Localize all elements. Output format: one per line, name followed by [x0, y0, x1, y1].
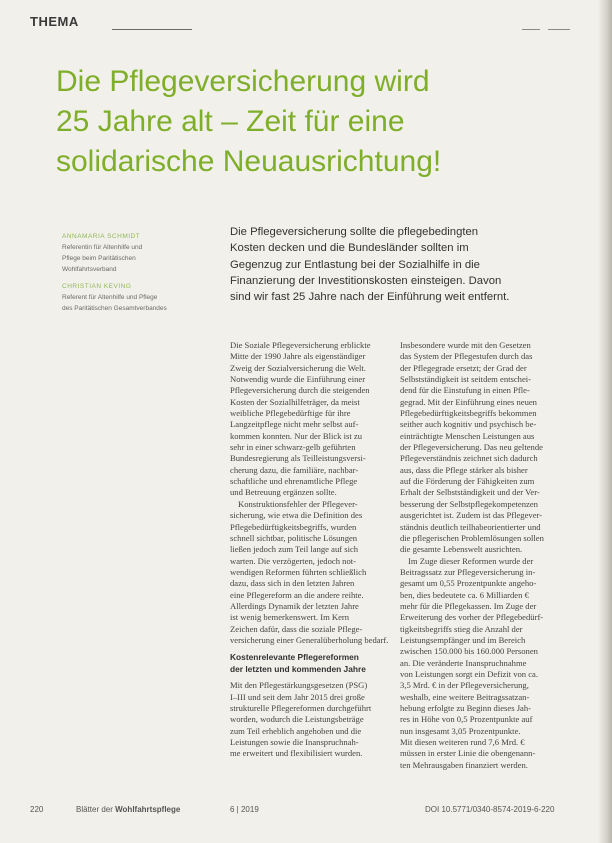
issue-number: 6 | 2019: [230, 805, 259, 814]
body-line: besserung der Selbstpflegekompetenzen: [400, 498, 538, 509]
title-line: solidarische Neuausrichtung!: [56, 145, 442, 178]
body-line: Erhalt der Selbstständigkeit und der Ver-: [400, 487, 540, 498]
body-line: ten Mehrausgaben finanziert werden.: [400, 759, 528, 770]
body-line: nun insgesamt 3,05 Prozentpunkte.: [400, 725, 521, 736]
body-line: me erweitert und flexibilisiert wurden.: [230, 748, 363, 759]
body-line: Pflegebedürftigkeitsbegriffs bekommen: [400, 408, 537, 419]
journal-name: [76, 805, 180, 814]
body-line: ben, dies bedeutete ca. 6 Milliarden €: [400, 589, 529, 600]
body-line: das System der Pflegestufen durch das: [400, 351, 533, 362]
page-binding-shadow: [598, 0, 612, 843]
author-role-line: Pflege beim Paritätischen: [62, 255, 136, 262]
body-line: eine Pflegereform an die andere reihte.: [230, 589, 364, 600]
author-name: ANNAMARIA SCHMIDT: [62, 233, 141, 240]
body-line: Langzeitpflege nicht mehr selbst auf-: [230, 419, 359, 430]
header-rule-right-2: [548, 29, 570, 30]
body-line: Bundesregierung als Teilleistungsversi-: [230, 453, 366, 464]
body-line: Notwendig wurde die Einführung einer: [230, 374, 366, 385]
body-line: schaftliche und ehrenamtliche Pflege: [230, 476, 358, 487]
body-line: Leistungen sowie die Inanspruchnah-: [230, 737, 359, 747]
body-line: Mit den Pflegestärkungsgesetzen (PSG): [230, 680, 368, 691]
subheading-line: Kostenrelevante Pflegereformen: [230, 652, 359, 663]
body-line: Kosten der Sozialhilfeträger, da meist: [230, 396, 360, 407]
doi: DOI 10.5771/0340-8574-2019-6-220: [425, 805, 555, 814]
section-subheading: [230, 652, 394, 675]
page-number: 220: [30, 805, 44, 814]
body-line: einträchtigte Menschen Leistungen aus: [400, 430, 535, 441]
body-line: ist wenig bemerkenswert. Im Kern: [230, 612, 350, 623]
lead-line: Gegenzug zur Entlastung bei der Sozialhilfe in die: [230, 258, 480, 271]
body-line: Selbstständigkeit ist seitdem entschei-: [400, 374, 532, 385]
body-line: sehr in einer schwarz-gelb geführten: [230, 442, 356, 453]
body-line: seither auch kognitiv und psychisch be-: [400, 419, 537, 430]
body-column-left: [230, 340, 394, 760]
body-line: Erweiterung des vorher der Pflegebedürf-: [400, 612, 544, 623]
body-line: Mitte der 1990 Jahre als eigenständiger: [230, 351, 366, 362]
author-role-line: Referent für Altenhilfe und Pflege: [62, 294, 158, 301]
body-line: mehr für die Pflegekassen. Im Zuge der: [400, 600, 537, 611]
body-line: an. Die veränderte Inanspruchnahme: [400, 657, 527, 668]
body-paragraph: [230, 499, 394, 646]
author-block: [62, 281, 222, 314]
body-line: zwischen 150.000 bis 160.000 Personen: [400, 646, 538, 657]
body-line: Die Soziale Pflegeversicherung erblickte: [230, 340, 371, 350]
author-block: [62, 231, 222, 275]
body-line: versicherung einer Generalüberholung bedarf.: [230, 634, 389, 645]
author-role-line: Referentin für Altenhilfe und: [62, 244, 143, 251]
body-paragraph: [400, 340, 572, 771]
body-line: Zweig der Sozialversicherung die Welt.: [230, 362, 366, 373]
body-line: Zeichen dafür, dass die soziale Pflege-: [230, 623, 363, 634]
author-role-line: Wohlfahrtsverband: [62, 266, 117, 273]
body-line: wendigen Reformen führten schließlich: [230, 566, 367, 577]
section-kicker: THEMA: [30, 14, 79, 29]
body-line: 3,5 Mrd. € in der Pflegeversicherung,: [400, 680, 529, 691]
body-line: weibliche Pflegebedürftige für ihre: [230, 408, 351, 419]
kicker-rule: [112, 29, 192, 30]
body-line: die gesamte Lebenswelt ausrichten.: [400, 544, 523, 555]
title-line: Die Pflegeversicherung wird: [56, 65, 430, 98]
author-role-line: des Paritätischen Gesamtverbandes: [62, 305, 167, 312]
body-line: dend für die Einstufung in einen Pfle-: [400, 385, 530, 396]
body-line: sicherung, wie etwa die Definition des: [230, 510, 363, 521]
body-line: von Leistungen sorgt ein Defizit von ca.: [400, 668, 539, 679]
lead-line: Finanzierung der Investitionskosten einsteigen. Davon: [230, 274, 502, 287]
body-line: res in Höhe von 0,5 Prozentpunkte auf: [400, 714, 533, 725]
body-line: Pflegeversicherung durch die steigenden: [230, 385, 370, 396]
body-line: hebung erfolgte zu Beginn dieses Jah-: [400, 703, 532, 713]
header-rule-right-1: [522, 29, 540, 30]
subheading-line: der letzten und kommenden Jahre: [230, 663, 366, 674]
article-title: [56, 62, 556, 182]
body-line: worden, wodurch die Leistungsbeträge: [230, 714, 364, 725]
body-line: Insbesondere wurde mit den Gesetzen: [400, 340, 531, 350]
page-footer: [30, 805, 590, 819]
body-line: gegrad. Mit der Einführung eines neuen: [400, 396, 537, 407]
body-line: Pflegebedürftigkeitsbegriffs, wurden: [230, 521, 357, 532]
body-line: aus, dass die Pflege stärker als bisher: [400, 464, 528, 475]
body-line: I–III und seit dem Jahr 2015 drei große: [230, 691, 365, 702]
body-line: ließen jedoch zum Teil lange auf sich: [230, 544, 359, 555]
body-paragraph: [230, 340, 394, 499]
body-line: cherung dazu, die familiäre, nachbar-: [230, 464, 359, 475]
body-line: strukturelle Pflegereformen durchgeführt: [230, 702, 372, 713]
body-line: ausgerichtet ist. Zudem ist das Pflegever-: [400, 510, 543, 521]
body-line: Allerdings Dynamik der letzten Jahre: [230, 600, 359, 611]
author-info: [62, 231, 222, 320]
lead-line: sind wir fast 25 Jahre nach der Einführung weit entfernt.: [230, 291, 510, 304]
body-line: müssen in erster Linie die obengenann-: [400, 748, 536, 759]
journal-name-prefix: Blätter der: [76, 805, 116, 814]
body-line: ständnis deutlich teilhabeorientierter und: [400, 521, 541, 532]
body-line: kommen konnten. Nur der Blick ist zu: [230, 430, 362, 441]
body-line: Im Zuge dieser Reformen wurde der: [408, 555, 534, 566]
body-line: und Betreuung ergänzen sollte.: [230, 487, 337, 498]
body-line: Mit diesen weiteren rund 7,6 Mrd. €: [400, 737, 525, 748]
body-line: warten. Die verzögerten, jedoch not-: [230, 555, 356, 566]
journal-name-bold: Wohlfahrtspflege: [115, 805, 181, 814]
body-line: der Pflegegrade ersetzt; der Grad der: [400, 362, 527, 373]
lead-line: Kosten decken und die Bundesländer sollten im: [230, 242, 469, 255]
body-line: weshalb, eine weitere Beitragssatzan-: [400, 691, 530, 702]
body-line: der Pflegeversicherung. Das neu geltende: [400, 442, 543, 453]
body-paragraph: [230, 680, 394, 759]
body-line: zum Teil erheblich angehoben und die: [230, 725, 362, 736]
body-column-right: [400, 340, 572, 771]
body-line: Beitragssatz zur Pflegeversicherung in-: [400, 566, 536, 577]
body-line: Pflegeverständnis zeichnet sich dadurch: [400, 453, 538, 464]
article-lead: [230, 224, 570, 305]
body-line: schnell sichtbar, politische Lösungen: [230, 532, 358, 543]
body-line: Konstruktionsfehler der Pflegever-: [238, 498, 358, 509]
author-name: CHRISTIAN KEVING: [62, 283, 132, 290]
title-line: 25 Jahre alt – Zeit für eine: [56, 105, 405, 138]
lead-line: Die Pflegeversicherung sollte die pflegebedingten: [230, 226, 479, 238]
body-line: die pflegerischen Problemlösungen sollen: [400, 532, 544, 543]
body-line: auf die Förderung der Fähigkeiten zum: [400, 476, 535, 487]
body-line: dazu, dass sich in den letzten Jahren: [230, 578, 355, 589]
body-line: tigkeitsbegriffs stieg die Anzahl der: [400, 623, 523, 634]
body-line: gesamt um 0,55 Prozentpunkte angeho-: [400, 578, 537, 589]
body-line: Leistungsempfänger und im Bereich: [400, 634, 526, 645]
